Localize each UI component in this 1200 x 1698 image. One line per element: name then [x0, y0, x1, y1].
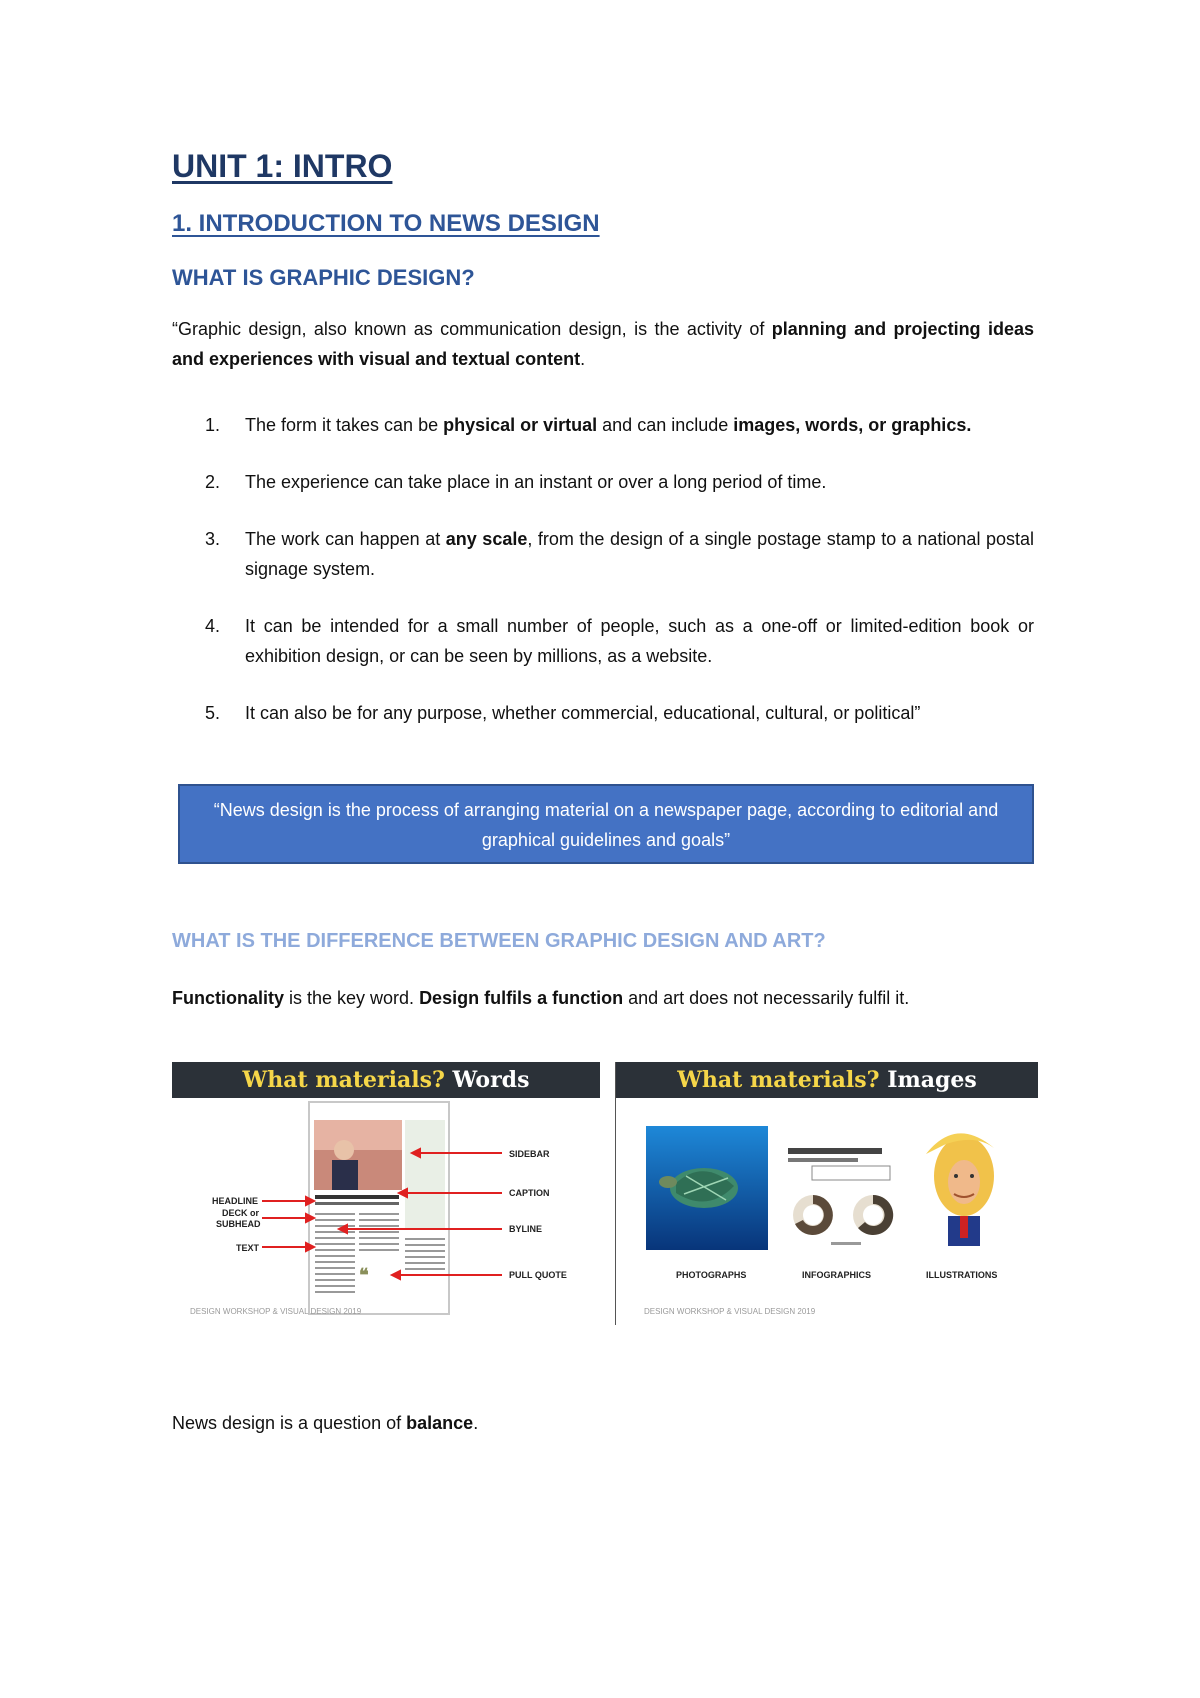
- definition-bold: planning and projecting ideas and experiences with visual and textual content: [172, 319, 1034, 369]
- closing-text-1: News design is a question of: [172, 1413, 407, 1433]
- slide-words: [172, 1062, 600, 1325]
- list-item-text: The form it takes can be: [245, 415, 444, 435]
- functionality-text-2: and art does not necessarily fulfil it.: [623, 988, 910, 1008]
- closing-bold: balance: [406, 1413, 474, 1433]
- label-byline: BYLINE: [509, 1224, 543, 1234]
- functionality-text-1: is the key word.: [284, 988, 420, 1008]
- list-item-text: It can also be for any purpose, whether commercial, educational, cultural, or political”: [245, 703, 921, 723]
- list-item-number: 5.: [205, 703, 221, 723]
- slide-images: [615, 1062, 1038, 1325]
- label-infographics: INFOGRAPHICS: [802, 1270, 872, 1280]
- label-deck: DECK or: [222, 1208, 260, 1218]
- unit-title: UNIT 1: INTRO: [172, 148, 393, 184]
- list-item: [172, 467, 1034, 497]
- label-caption: CAPTION: [509, 1188, 550, 1198]
- label-headline: HEADLINE: [212, 1196, 259, 1206]
- list-item-text: and can include: [597, 415, 734, 435]
- definition-paragraph: [172, 314, 1034, 374]
- list-item: [172, 410, 1034, 440]
- label-subhead: SUBHEAD: [216, 1219, 261, 1229]
- label-illustrations: ILLUSTRATIONS: [926, 1270, 998, 1280]
- question-graphic-design: WHAT IS GRAPHIC DESIGN?: [172, 265, 475, 290]
- list-item-text: The work can happen at: [245, 529, 446, 549]
- list-item: [172, 524, 1034, 584]
- list-item-number: 3.: [205, 529, 221, 549]
- images-examples: [616, 1098, 1038, 1325]
- pull-quote-marks: ❝: [359, 1265, 369, 1286]
- infographic-title: [788, 1148, 882, 1154]
- functionality-paragraph: [172, 983, 1034, 1013]
- list-item-text: , from the design of a single postage stamp to a national postal signage system.: [245, 529, 1035, 579]
- closing-paragraph: [172, 1408, 1034, 1438]
- label-sidebar: SIDEBAR: [509, 1149, 550, 1159]
- list-item-number: 1.: [205, 415, 221, 435]
- label-photographs: PHOTOGRAPHS: [676, 1270, 747, 1280]
- list-item-text: It can be intended for a small number of people, such as a one-off or limited-edition book or exhibition design, or can be seen by millions, as a website.: [245, 616, 1034, 666]
- list-item: [172, 611, 1034, 671]
- closing-text-2: .: [473, 1413, 479, 1433]
- label-pull-quote: PULL QUOTE: [509, 1270, 567, 1280]
- functionality-bold-1: Functionality: [172, 988, 284, 1008]
- list-item: [172, 698, 1034, 728]
- list-item-bold: images, words, or graphics.: [733, 415, 972, 435]
- slide-images-title: What materials? Images: [616, 1062, 1038, 1098]
- slide-words-footer: DESIGN WORKSHOP & VISUAL DESIGN 2019: [190, 1307, 362, 1316]
- slide-words-title: What materials? Words: [172, 1062, 600, 1098]
- news-design-quote-box: “News design is the process of arranging material on a newspaper page, according to editorial and graphical guidelines and goals”: [178, 784, 1034, 864]
- list-item-bold: physical or virtual: [443, 415, 598, 435]
- section-title: 1. INTRODUCTION TO NEWS DESIGN: [172, 210, 600, 237]
- numbered-list: [172, 410, 1034, 755]
- definition-text-1: “Graphic design, also known as communication design, is the activity of: [172, 319, 772, 339]
- list-item-bold: any scale: [445, 529, 528, 549]
- newspaper-sidebar: [405, 1120, 445, 1230]
- question-design-vs-art: WHAT IS THE DIFFERENCE BETWEEN GRAPHIC DESIGN AND ART?: [172, 930, 826, 952]
- list-item-number: 2.: [205, 472, 221, 492]
- list-item-text: The experience can take place in an instant or over a long period of time.: [245, 472, 827, 492]
- slide-images-footer: DESIGN WORKSHOP & VISUAL DESIGN 2019: [644, 1307, 816, 1316]
- label-text: TEXT: [236, 1243, 260, 1253]
- list-item-number: 4.: [205, 616, 221, 636]
- definition-text-2: .: [580, 349, 586, 369]
- functionality-bold-2: Design fulfils a function: [419, 988, 624, 1008]
